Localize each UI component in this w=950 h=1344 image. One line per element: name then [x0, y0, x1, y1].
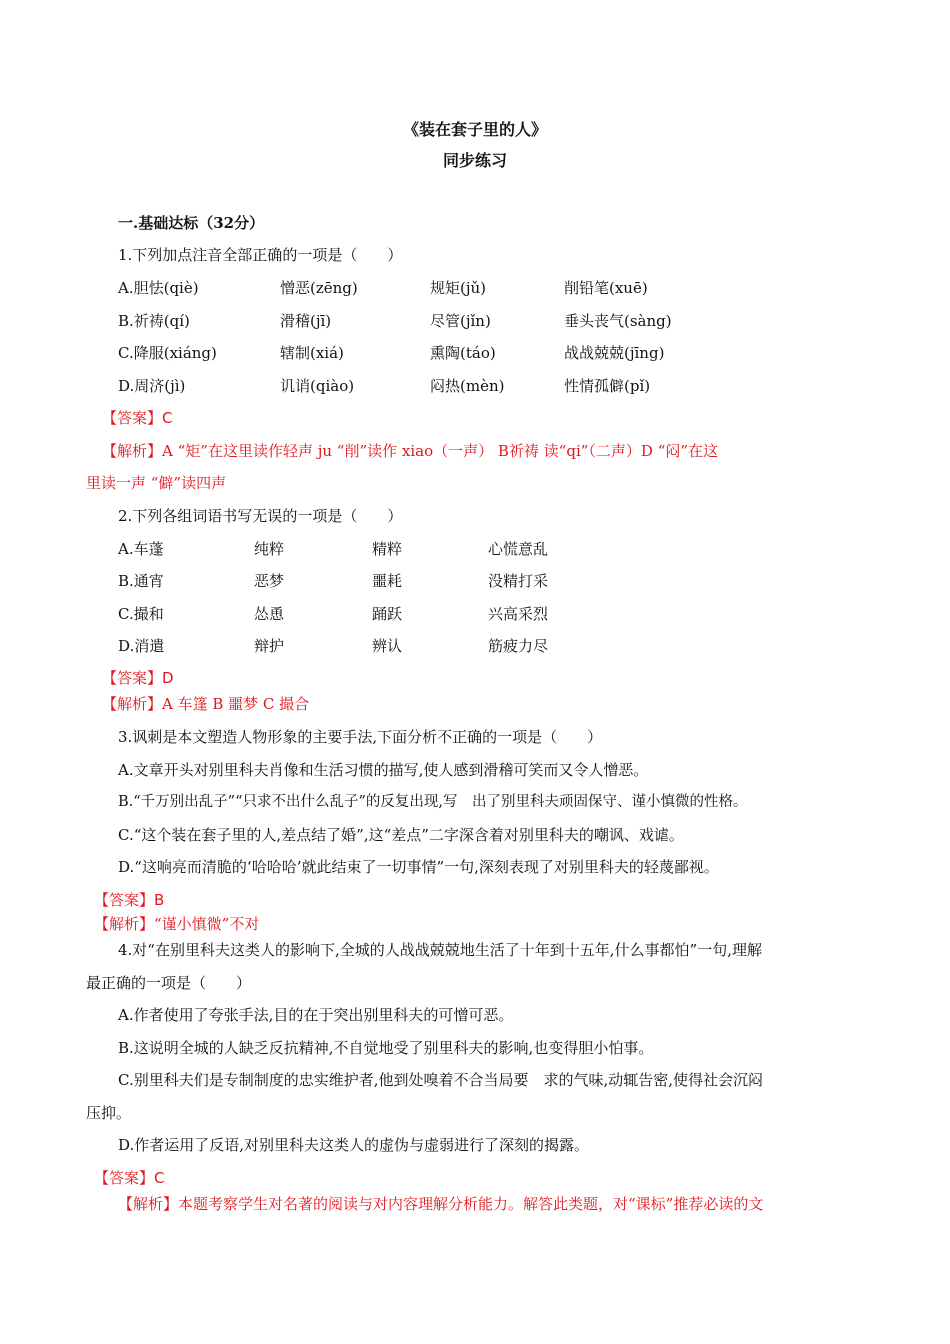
q2-option-cell: 兴高采烈 [488, 605, 549, 623]
q1-option-row-b [118, 311, 878, 331]
q1-option-cell: 闷热(mèn) [430, 377, 505, 395]
q4-option-b: B.这说明全城的人缺乏反抗精神,不自觉地受了别里科夫的影响,也变得胆小怕事。 [118, 1039, 654, 1057]
q2-option-cell: A.车蓬 [118, 540, 164, 558]
q1-option-cell: 讥诮(qiào) [280, 377, 355, 395]
q2-option-cell: 纯粹 [254, 540, 285, 558]
q4-analysis: 【解析】本题考察学生对名著的阅读与对内容理解分析能力。解答此类题，对“课标”推荐必读的文 [118, 1195, 764, 1213]
q2-option-row-c [118, 604, 878, 624]
q2-option-cell: 怂恿 [254, 605, 285, 623]
q1-option-cell: 辖制(xiá) [280, 344, 344, 362]
q2-option-cell: 心慌意乱 [488, 540, 549, 558]
q1-option-cell: 垂头丧气(sàng) [564, 312, 672, 330]
q4-answer: 【答案】C [94, 1169, 165, 1187]
q1-analysis-cont: 里读一声 “僻”读四声 [86, 474, 227, 492]
q1-option-cell: 削铅笔(xuē) [564, 279, 648, 297]
q3-option-a: A.文章开头对别里科夫肖像和生活习惯的描写,使人感到滑稽可笑而又令人憎恶。 [118, 761, 649, 779]
q1-option-row-d [118, 376, 878, 396]
q2-option-cell: C.撮和 [118, 605, 164, 623]
q1-analysis: 【解析】A “矩”在这里读作轻声 ju “削”读作 xiao（一声） B祈祷 读“qi”（二声）D “闷”在这 [102, 442, 719, 460]
q2-answer: 【答案】D [102, 669, 174, 687]
q3-option-c: C.“这个装在套子里的人,差点结了婚”,这“差点”二字深含着对别里科夫的嘲讽、戏谑。 [118, 826, 684, 844]
q4-stem-cont: 最正确的一项是（ ） [86, 974, 252, 992]
q2-option-row-a [118, 539, 878, 559]
document-subtitle: 同步练习 [442, 151, 507, 170]
q2-option-cell: 踊跃 [372, 605, 403, 623]
q2-option-cell: 辩护 [254, 637, 285, 655]
q3-option-b: B.“千万别出乱子”“只求不出什么乱子”的反复出现,写 出了别里科夫顽固保守、谨小慎微的性格。 [118, 794, 748, 810]
q1-option-row-a [118, 278, 878, 298]
q2-option-cell: 噩耗 [372, 572, 403, 590]
q4-option-d: D.作者运用了反语,对别里科夫这类人的虚伪与虚弱进行了深刻的揭露。 [118, 1136, 590, 1154]
q2-analysis: 【解析】A 车篷 B 噩梦 C 撮合 [102, 695, 310, 713]
q1-option-cell: 尽管(jǐn) [430, 312, 491, 330]
q3-stem: 3.讽刺是本文塑造人物形象的主要手法,下面分析不正确的一项是（ ） [118, 728, 603, 746]
q2-option-cell: 筋疲力尽 [488, 637, 549, 655]
q1-option-cell: 战战兢兢(jīng) [564, 344, 665, 362]
q2-option-cell: 恶梦 [254, 572, 285, 590]
q2-option-cell: 精粹 [372, 540, 403, 558]
q2-option-cell: 没精打采 [488, 572, 549, 590]
q3-analysis: 【解析】“谨小慎微”不对 [94, 915, 260, 933]
q4-stem: 4.对“在别里科夫这类人的影响下,全城的人战战兢兢地生活了十年到十五年,什么事都怕”一句,理解 [118, 941, 762, 959]
q1-option-cell: 规矩(jǔ) [430, 279, 487, 297]
q2-option-cell: D.消遣 [118, 637, 165, 655]
section-heading: 一.基础达标（32分） [118, 214, 265, 232]
q1-option-cell: 熏陶(táo) [430, 344, 496, 362]
q1-option-cell: D.周济(jì) [118, 377, 186, 395]
q3-answer: 【答案】B [94, 891, 165, 909]
q1-option-cell: C.降服(xiáng) [118, 344, 217, 362]
q1-stem: 1.下列加点注音全部正确的一项是（ ） [118, 246, 403, 264]
q1-answer: 【答案】C [102, 409, 173, 427]
q2-stem: 2.下列各组词语书写无误的一项是（ ） [118, 507, 403, 525]
q2-option-cell: B.通宵 [118, 572, 164, 590]
q1-option-cell: 滑稽(jī) [280, 312, 332, 330]
q2-option-cell: 辨认 [372, 637, 403, 655]
q4-option-c-cont: 压抑。 [86, 1104, 132, 1122]
q1-option-cell: B.祈祷(qí) [118, 312, 190, 330]
q4-option-a: A.作者使用了夸张手法,目的在于突出别里科夫的可憎可恶。 [118, 1006, 514, 1024]
document-title: 《装在套子里的人》 [402, 120, 547, 139]
q2-option-row-d [118, 636, 878, 656]
q4-option-c: C.别里科夫们是专制制度的忠实维护者,他到处嗅着不合当局要 求的气味,动辄告密,使得社会沉闷 [118, 1071, 764, 1089]
q1-option-cell: A.胆怯(qiè) [118, 279, 199, 297]
q1-option-cell: 性情孤僻(pǐ) [564, 377, 651, 395]
q3-option-d: D.“这响亮而清脆的‘哈哈哈’就此结束了一切事情”一句,深刻表现了对别里科夫的轻蔑鄙视。 [118, 858, 719, 876]
q1-option-cell: 憎恶(zēng) [280, 279, 358, 297]
q2-option-row-b [118, 571, 878, 591]
q1-option-row-c [118, 343, 878, 363]
